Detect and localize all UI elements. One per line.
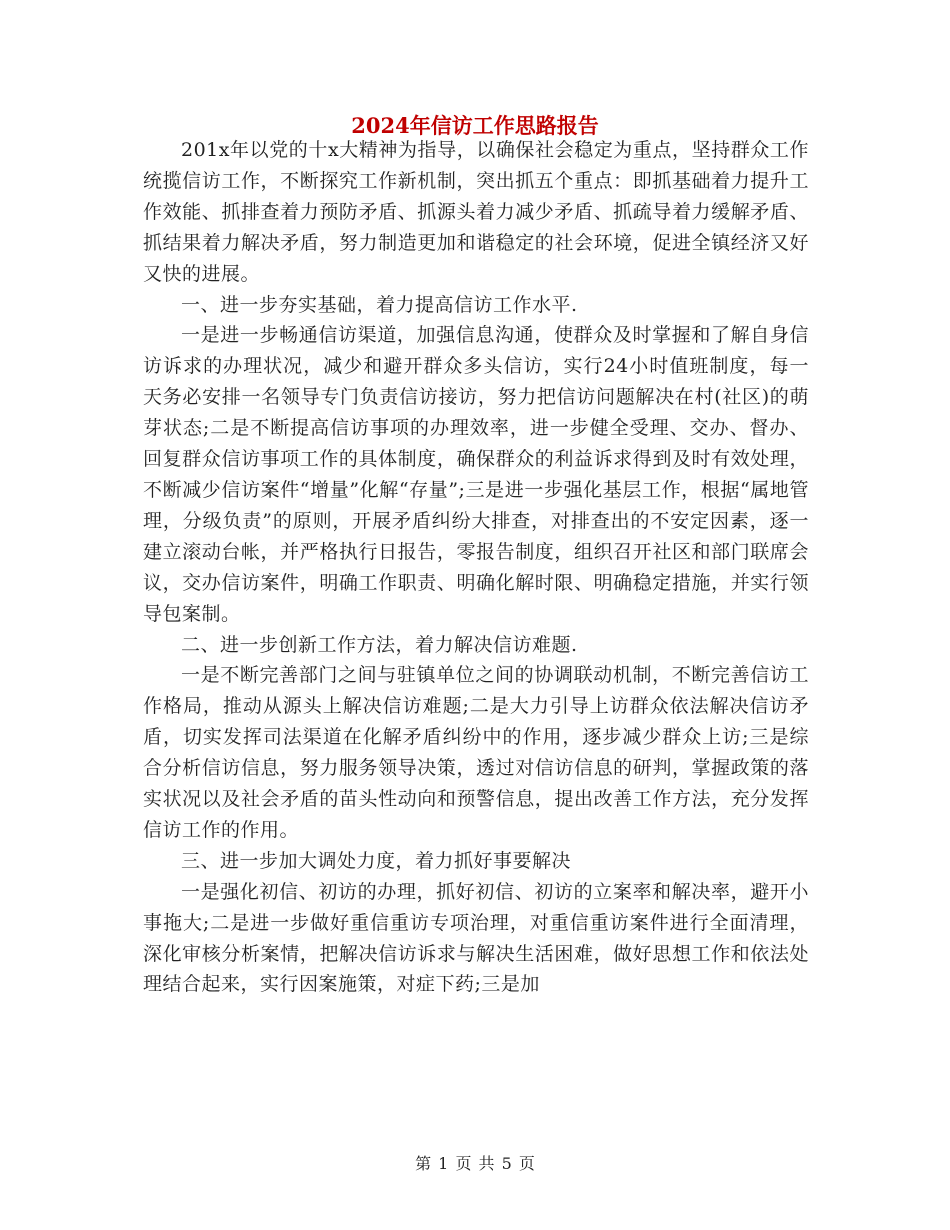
page-footer: 第 1 页 共 5 页 bbox=[415, 1154, 535, 1173]
document-title: 2024年信访工作思路报告 bbox=[351, 113, 599, 138]
intro-paragraph: 201x年以党的十x大精神为指导，以确保社会稳定为重点，坚持群众工作统揽信访工作，不断探究工作新机制，突出抓五个重点：即抓基础着力提升工作效能、抓排查着力预防矛盾、抓源头着力减少矛盾、抓疏导着力缓解矛盾、抓结果着力解决矛盾，努力制造更加和谐稳定的社会环境，促进全镇经济又好又快的进展。 bbox=[143, 139, 809, 285]
section-1-paragraph: 一是进一步畅通信访渠道，加强信息沟通，使群众及时掌握和了解自身信访诉求的办理状况，减少和避开群众多头信访，实行24小时值班制度，每一天务必安排一名领导专门负责信访接访，努力把信访问题解决在村(社区)的萌芽状态;二是不断提高信访事项的办理效率，进一步健全受理、交办、督办、回复群众信访事项工作的具体制度，确保群众的利益诉求得到及时有效处理，不断减少信访案件“增量”化解“存量”;三是进一步强化基层工作，根据“属地管理，分级负责”的原则，开展矛盾纠纷大排查，对排查出的不安定因素，逐一建立滚动台帐，并严格执行日报告，零报告制度，组织召开社区和部门联席会议，交办信访案件，明确工作职责、明确化解时限、明确稳定措施，并实行领导包案制。 bbox=[143, 324, 809, 625]
section-heading-3: 三、进一步加大调处力度，着力抓好事要解决 bbox=[181, 849, 572, 872]
document-body bbox=[143, 135, 809, 1000]
section-heading-2: 二、进一步创新工作方法，着力解决信访难题. bbox=[181, 633, 578, 656]
section-2-paragraph: 一是不断完善部门之间与驻镇单位之间的协调联动机制，不断完善信访工作格局，推动从源头上解决信访难题;二是大力引导上访群众依法解决信访矛盾，切实发挥司法渠道在化解矛盾纠纷中的作用，逐步减少群众上访;三是综合分析信访信息，努力服务领导决策，透过对信访信息的研判，掌握政策的落实状况以及社会矛盾的苗头性动向和预警信息，提出改善工作方法，充分发挥信访工作的作用。 bbox=[143, 664, 809, 841]
section-heading-1: 一、进一步夯实基础，着力提高信访工作水平. bbox=[181, 293, 578, 316]
section-3-paragraph: 一是强化初信、初访的办理，抓好初信、初访的立案率和解决率，避开小事拖大;二是进一步做好重信重访专项治理，对重信重访案件进行全面清理，深化审核分析案情，把解决信访诉求与解决生活困难，做好思想工作和依法处理结合起来，实行因案施策，对症下药;三是加 bbox=[143, 880, 809, 996]
